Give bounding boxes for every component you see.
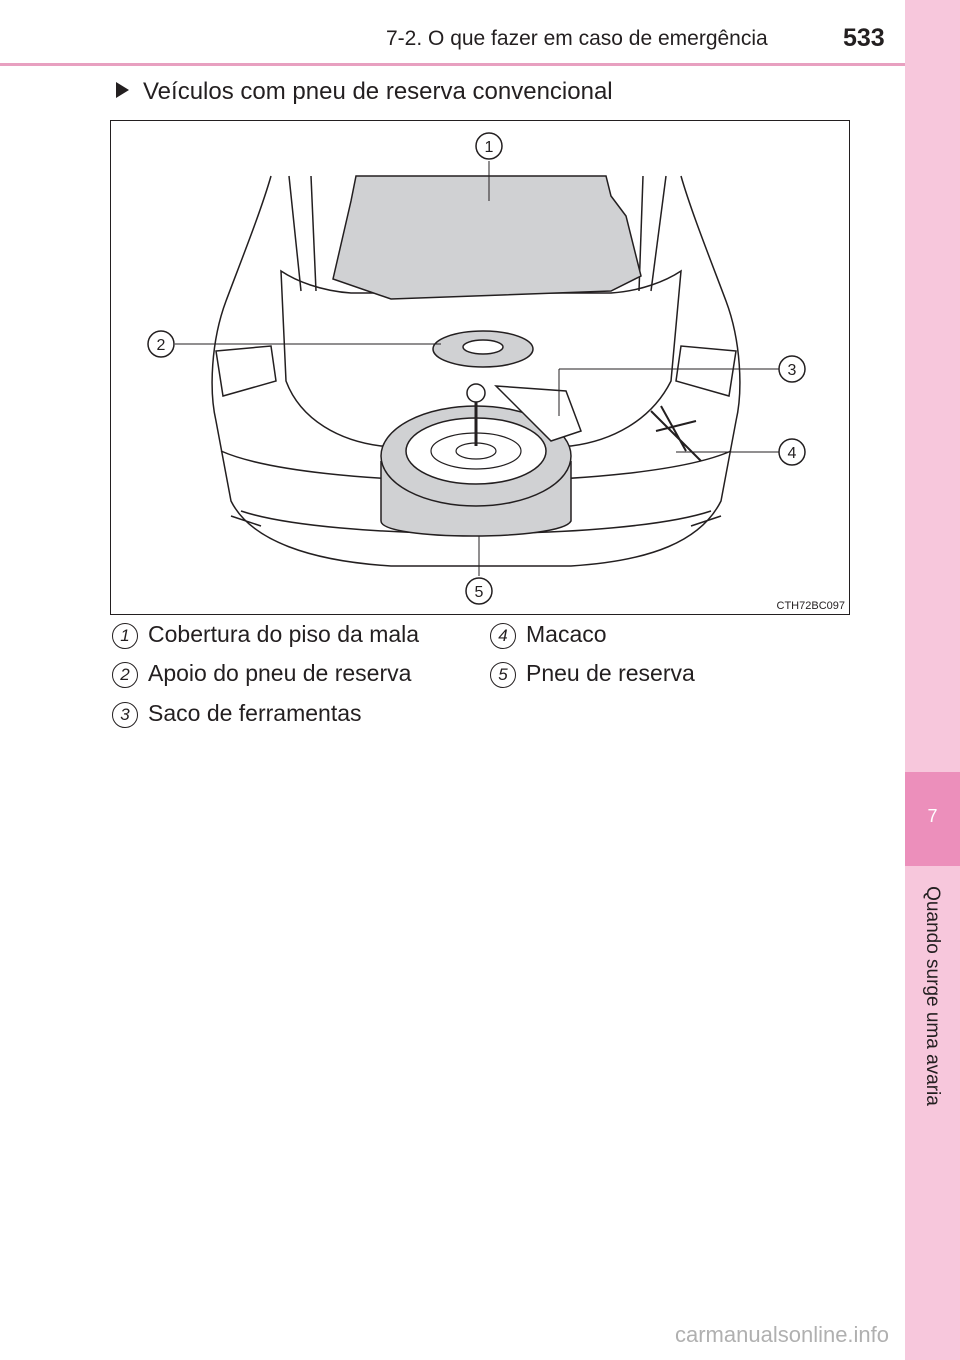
legend-item xyxy=(490,621,607,649)
legend-label: Apoio do pneu de reserva xyxy=(148,660,412,686)
page-number: 533 xyxy=(843,24,885,52)
callout-4: 4 xyxy=(787,445,797,462)
header-rule xyxy=(0,63,905,66)
legend-number: 5 xyxy=(490,662,516,688)
callout-5: 5 xyxy=(474,584,484,601)
chapter-title: Quando surge uma avaria xyxy=(922,886,943,1106)
section-heading xyxy=(116,78,613,106)
legend-number: 4 xyxy=(490,623,516,649)
legend-item xyxy=(490,660,695,688)
legend-label: Pneu de reserva xyxy=(526,660,695,686)
legend-item xyxy=(112,660,411,688)
header-title: 7-2. O que fazer em caso de emergência xyxy=(386,27,768,50)
trunk-illustration xyxy=(110,120,850,615)
callout-3: 3 xyxy=(787,362,797,379)
callout-1: 1 xyxy=(484,139,494,156)
legend-number: 2 xyxy=(112,662,138,688)
triangle-bullet-icon xyxy=(116,82,129,98)
legend-label: Saco de ferramentas xyxy=(148,700,362,726)
legend-label: Macaco xyxy=(526,621,607,647)
legend-number: 3 xyxy=(112,702,138,728)
section-heading-text: Veículos com pneu de reserva convencional xyxy=(143,78,613,105)
car-trunk-drawing xyxy=(111,121,849,614)
legend-label: Cobertura do piso da mala xyxy=(148,621,420,647)
chapter-number: 7 xyxy=(927,806,938,826)
side-tab xyxy=(905,0,960,1360)
legend-item xyxy=(112,621,419,649)
legend-number: 1 xyxy=(112,623,138,649)
figure-code: CTH72BC097 xyxy=(776,600,845,612)
watermark: carmanualsonline.info xyxy=(675,1322,890,1347)
callout-2: 2 xyxy=(156,337,166,354)
legend-item xyxy=(112,700,362,728)
